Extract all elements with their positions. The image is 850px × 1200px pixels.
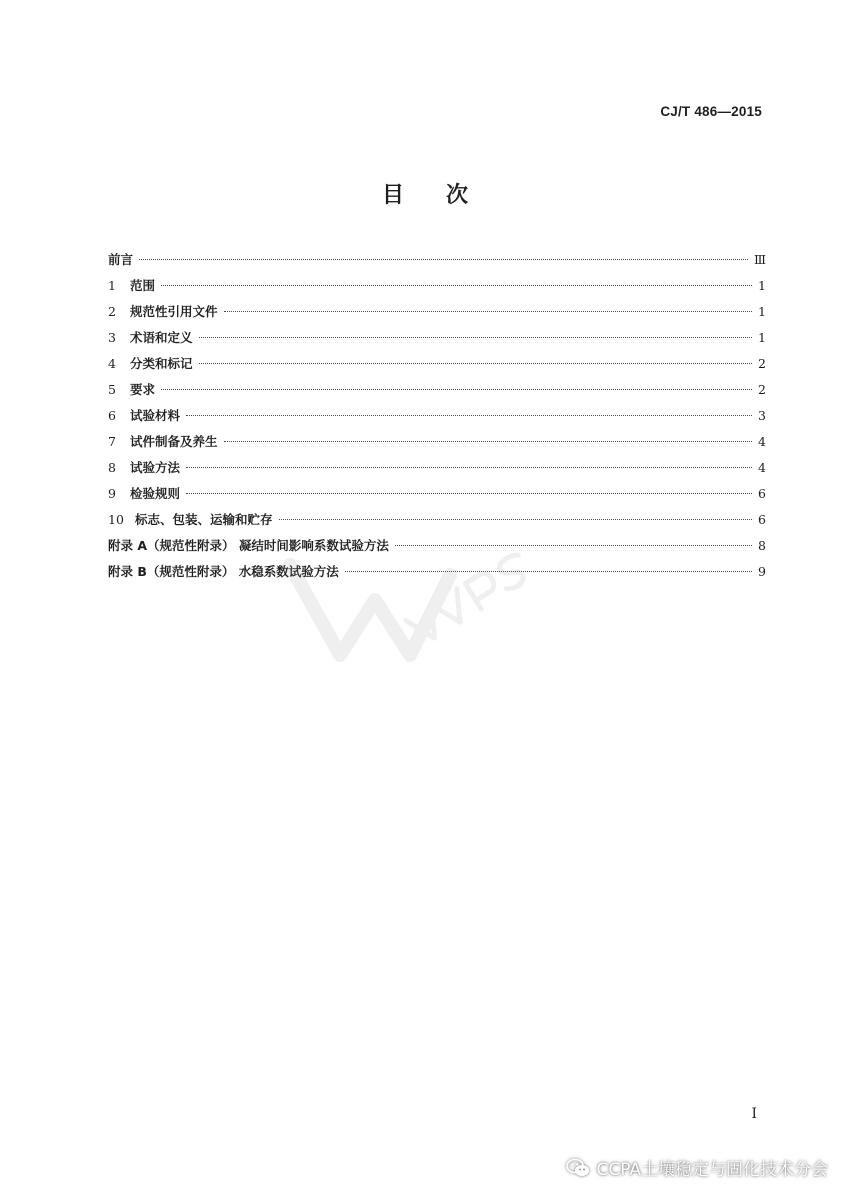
toc-entry-4[interactable]	[108, 351, 766, 377]
toc-entry-number: 8	[108, 460, 116, 475]
title-char-2: 次	[446, 183, 469, 208]
dot-leader	[224, 311, 752, 312]
standard-code: CJ/T 486—2015	[660, 104, 762, 119]
toc-entry-page: Ⅲ	[753, 252, 766, 267]
toc-entry-label: 分类和标记	[130, 356, 193, 371]
toc-entry-number: 7	[108, 434, 116, 449]
source-credit	[566, 1155, 828, 1180]
toc-entry-label: 附录 B（规范性附录） 水稳系数试验方法	[108, 564, 339, 579]
toc-entry-number: 1	[108, 278, 116, 293]
toc-entry-label: 要求	[130, 382, 156, 397]
toc-entry-page: 4	[758, 434, 766, 449]
toc-entry-label: 前言	[108, 252, 134, 267]
toc-entry-3[interactable]	[108, 325, 766, 351]
toc-entry-8[interactable]	[108, 455, 766, 481]
dot-leader	[161, 389, 752, 390]
toc-entry-6[interactable]	[108, 403, 766, 429]
toc-entry-number: 6	[108, 408, 116, 423]
toc-entry-appendix-b[interactable]	[108, 559, 766, 585]
toc-entry-label: 标志、包装、运输和贮存	[135, 512, 273, 527]
toc-entry-label: 附录 A（规范性附录） 凝结时间影响系数试验方法	[108, 538, 389, 553]
table-of-contents	[108, 247, 766, 585]
toc-entry-page: 9	[758, 564, 766, 579]
toc-entry-7[interactable]	[108, 429, 766, 455]
toc-entry-10[interactable]	[108, 507, 766, 533]
dot-leader	[186, 467, 752, 468]
dot-leader	[186, 493, 752, 494]
dot-leader	[139, 259, 748, 260]
toc-entry-label: 试验材料	[130, 408, 181, 423]
toc-entry-page: 2	[758, 356, 766, 371]
toc-entry-number: 5	[108, 382, 116, 397]
toc-entry-1[interactable]	[108, 273, 766, 299]
page-title	[0, 178, 850, 209]
credit-text: CCPA土壤稳定与固化技术分会	[596, 1160, 828, 1180]
toc-entry-9[interactable]	[108, 481, 766, 507]
toc-entry-appendix-a[interactable]	[108, 533, 766, 559]
toc-entry-page: 6	[758, 512, 766, 527]
dot-leader	[279, 519, 752, 520]
page-number: I	[751, 1106, 757, 1122]
toc-entry-number: 2	[108, 304, 116, 319]
dot-leader	[224, 441, 752, 442]
toc-entry-number: 9	[108, 486, 116, 501]
toc-entry-label: 试件制备及养生	[130, 434, 218, 449]
dot-leader	[161, 285, 752, 286]
toc-entry-5[interactable]	[108, 377, 766, 403]
dot-leader	[186, 415, 752, 416]
toc-entry-number: 4	[108, 356, 116, 371]
dot-leader	[345, 571, 752, 572]
toc-entry-preface[interactable]	[108, 247, 766, 273]
toc-entry-2[interactable]	[108, 299, 766, 325]
toc-entry-page: 1	[758, 304, 766, 319]
toc-entry-number: 3	[108, 330, 116, 345]
toc-entry-label: 范围	[130, 278, 156, 293]
toc-entry-label: 规范性引用文件	[130, 304, 218, 319]
wechat-icon	[566, 1158, 590, 1178]
toc-entry-page: 1	[758, 330, 766, 345]
toc-entry-page: 3	[758, 408, 766, 423]
toc-entry-page: 4	[758, 460, 766, 475]
title-char-1: 目	[381, 183, 404, 208]
toc-entry-label: 术语和定义	[130, 330, 193, 345]
dot-leader	[395, 545, 752, 546]
toc-entry-label: 检验规则	[130, 486, 181, 501]
toc-entry-page: 8	[758, 538, 766, 553]
toc-entry-number: 10	[108, 512, 124, 527]
toc-entry-page: 2	[758, 382, 766, 397]
toc-entry-page: 6	[758, 486, 766, 501]
toc-entry-page: 1	[758, 278, 766, 293]
dot-leader	[199, 337, 752, 338]
toc-entry-label: 试验方法	[130, 460, 181, 475]
dot-leader	[199, 363, 752, 364]
